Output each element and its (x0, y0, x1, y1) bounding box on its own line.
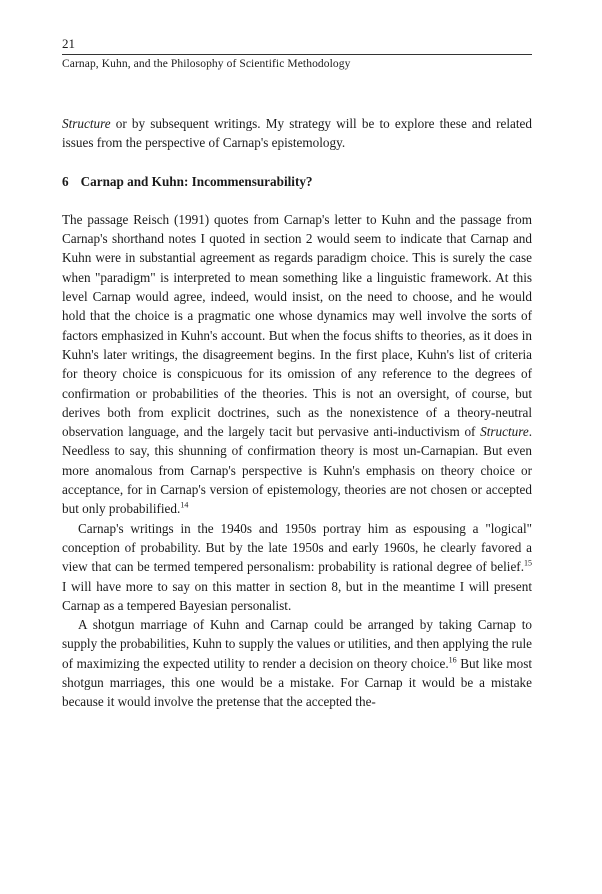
paragraph-3 (62, 615, 532, 711)
paragraph-2-text-a: Carnap's writings in the 1940s and 1950s portray him as espousing a "logical" conception of probability. But by the late 1950s and early 1960s, he clearly favored a view that can be termed tempered personalism: probability is rational degree of belief. (62, 520, 532, 575)
header-rule (62, 54, 532, 55)
page-header (62, 36, 532, 72)
section-number: 6 (62, 173, 69, 189)
section-title: Carnap and Kuhn: Incommensurability? (80, 173, 313, 189)
footnote-ref-14[interactable]: 14 (180, 500, 189, 510)
paragraph-3-text-a: A shotgun marriage of Kuhn and Carnap could be arranged by taking Carnap to supply the probabilities, Kuhn to supply the values or utilities, and then applying the rule of maximizing the expected utility to render a decision on theory choice. (62, 617, 532, 671)
paragraph-1 (62, 210, 532, 519)
paragraph-2 (62, 519, 532, 615)
paragraph-1-text-a: The passage Reisch (1991) quotes from Carnap's letter to Kuhn and the passage from Carnap's shorthand notes I quoted in section 2 would seem to indicate that Carnap and Kuhn were in substantial agreement as regards paradigm choice. This is surely the case when "paradigm" is interpreted to mean something like a linguistic framework. At this level Carnap would agree, indeed, would insist, on the need to choose, and he would hold that the choice is a pragmatic one whose dynamics may well involve the sorts of factors emphasized in Kuhn's account. But when the focus shifts to theories, as it does in Kuhn's later writings, the disagreement begins. In the first place, Kuhn's list of criteria for theory choice is conspicuous for its omission of any reference to the degrees of confirmation or probabilities of the theories. This is not an oversight, of course, but derives both from explicit doctrines, such as the nonexistence of a theory-neutral observation language, and the largely tacit but pervasive anti-inductivism of (62, 211, 532, 440)
structure-title: Structure (480, 424, 529, 440)
footnote-ref-15[interactable]: 15 (524, 558, 532, 568)
paragraph-1-text-b: . Needless to say, this shunning of confirmation theory is most un-Carnapian. But even more anomalous from Carnap's perspective is Kuhn's emphasis on theory choice or acceptance, for in Carnap's version of epistemology, theories are not chosen or accepted but only probabilified. (62, 424, 532, 517)
running-head: Carnap, Kuhn, and the Philosophy of Scientific Methodology (62, 58, 351, 70)
footnote-ref-16[interactable]: 16 (448, 655, 457, 665)
intro-paragraph (62, 114, 532, 153)
intro-text: or by subsequent writings. My strategy will be to explore these and related issues from the perspective of Carnap's epistemology. (62, 116, 532, 151)
structure-title: Structure (62, 116, 111, 131)
paragraph-2-text-b: I will have more to say on this matter in section 8, but in the meantime I will present Carnap as a tempered Bayesian personalist. (62, 578, 532, 613)
page-number: 21 (62, 36, 75, 51)
section-heading (62, 172, 532, 191)
body-text (62, 114, 532, 712)
paragraph-3-text-b: But like most shotgun marriages, this one would be a mistake. For Carnap it would be a mistake because it would involve the pretense that the accepted the- (62, 655, 532, 710)
